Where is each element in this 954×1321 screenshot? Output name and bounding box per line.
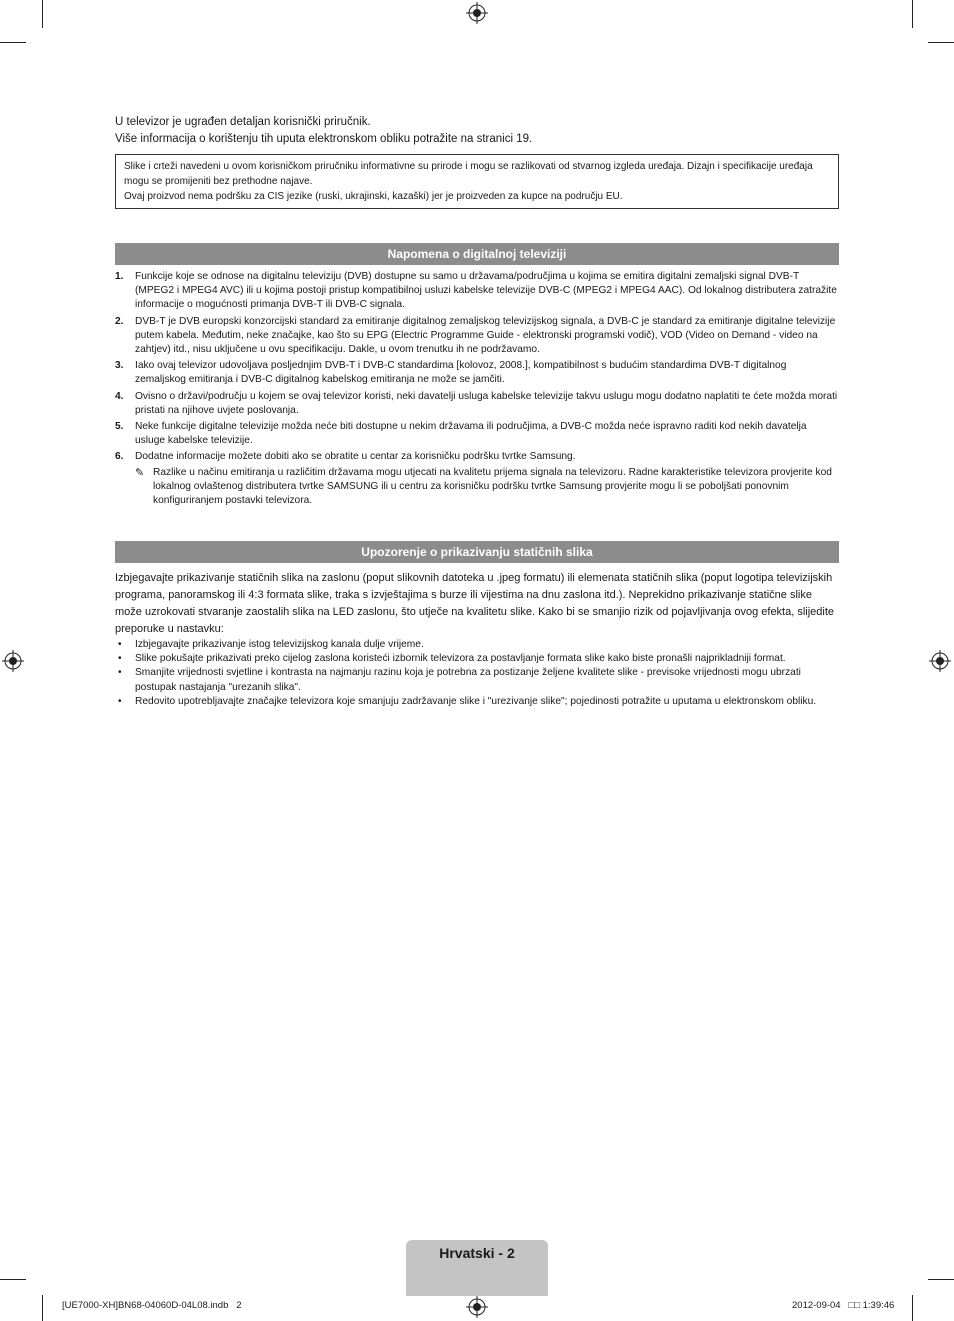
note — [135, 466, 839, 509]
static-images-tips-list — [115, 638, 839, 709]
list-item — [115, 638, 839, 652]
registration-mark-icon — [929, 650, 951, 672]
list-item-text: Smanjite vrijednosti svjetline i kontrasta na najmanju razinu koja je potrebna za postizanje željene kvalitete slike - previsoke vrijednosti mogu ubrzati postupak nastajanja "urezanih slika". — [135, 667, 801, 693]
list-item — [115, 359, 839, 387]
crop-mark-bottom-right-horizontal — [928, 1279, 954, 1280]
note-text: Razlike u načinu emitiranja u različitim državama mogu utjecati na kvalitetu prijema signala na televizoru. Radne karakteristike televizora provjerite kod lokalnog ovlaštenog distributera tvrtke SAMSUNG ili u centru za korisničku podršku tvrtke Samsung provjerite mogu li se poboljšati ponovnim konfiguriranjem postavki televizora. — [153, 466, 832, 507]
list-item — [115, 695, 839, 709]
list-item-number: 1. — [115, 271, 124, 282]
list-item — [115, 270, 839, 313]
list-item-number: 2. — [115, 315, 124, 327]
bullet-icon: • — [118, 695, 122, 707]
list-item — [115, 315, 839, 358]
crop-mark-bottom-left-horizontal — [0, 1279, 26, 1280]
static-images-paragraph: Izbjegavajte prikazivanje statičnih slika na zaslonu (poput slikovnih datoteka u .jpeg formatu) ili elemenata statičnih slika (poput logotipa televizijskih programa, panoramskog ili 4:3 formata slike, traka s izvještajima s burze ili vijestima na dnu zaslona itd.). Neprekidno prikazivanje statične slike može uzrokovati stvaranje zaostalih slika na LED zaslonu, što utječe na kvalitetu slike. Kako bi se smanjio rizik od pojavljivanja ovog efekta, slijedite preporuke u nastavku: — [115, 572, 835, 635]
crop-mark-top-right-horizontal — [928, 42, 954, 43]
intro-line-1: U televizor je ugrađen detaljan korisnički priručnik. — [115, 116, 371, 128]
section-header-static-images: Upozorenje o prikazivanju statičnih slika — [115, 541, 839, 563]
list-item-text: Izbjegavajte prikazivanje istog televizijskog kanala dulje vrijeme. — [135, 639, 424, 650]
footer-timestamp: 2012-09-04 □□ 1:39:46 — [792, 1300, 895, 1311]
bullet-icon: • — [118, 639, 122, 650]
crop-mark-top-left-horizontal — [0, 42, 26, 43]
crop-mark-top-right-vertical — [912, 0, 913, 28]
section-header-digital-tv: Napomena o digitalnoj televiziji — [115, 243, 839, 265]
list-item-number: 4. — [115, 390, 124, 402]
list-item-text: Redovito upotrebljavajte značajke televizora koje smanjuju zadržavanje slike i "urezivanje slike"; pojedinosti potražite u uputama u elektronskom obliku. — [135, 695, 817, 707]
registration-mark-icon — [466, 2, 488, 24]
list-item — [115, 652, 839, 666]
registration-mark-icon — [466, 1296, 488, 1318]
list-item — [115, 390, 839, 418]
crop-mark-bottom-left-vertical — [42, 1295, 43, 1321]
list-item-text: Iako ovaj televizor udovoljava posljednjim DVB-T i DVB-C standardima [kolovoz, 2008.], kompatibilnost s budućim standardima DVB-T digitalnog zemaljskog emitiranja i DVB-C digitalnog kabelskog emitiranja ne može se jamčiti. — [135, 360, 787, 386]
list-item-text: Slike pokušajte prikazivati preko cijelog zaslona koristeći izbornik televizora za postavljanje formata slike kako biste pronašli najprikladniji format. — [135, 653, 786, 665]
list-item-text: DVB-T je DVB europski konzorcijski standard za emitiranje digitalnog zemaljskog televizijskog signala, a DVB-C je standard za emitiranje digitalne televizije putem kabela. Međutim, neke značajke, kao što su EPG (Electric Programme Guide - elektronski programski vodič), VOD (Video on Demand - video na zahtjev) itd., nisu uključene u ovu specifikaciju. Dakle, u ovom trenutku ih ne podržavamo. — [135, 315, 836, 356]
list-item — [115, 450, 839, 508]
list-item-content — [135, 450, 839, 508]
crop-mark-top-left-vertical — [42, 0, 43, 28]
intro-text — [115, 114, 845, 148]
bullet-icon: • — [118, 667, 122, 679]
footer-file-name: [UE7000-XH]BN68-04060D-04L08.indb 2 — [62, 1300, 242, 1311]
digital-tv-notes-list — [115, 270, 839, 510]
notice-line-2: Ovaj proizvod nema podršku za CIS jezike (ruski, ukrajinski, kazaški) jer je proizveden za kupce na području EU. — [124, 191, 623, 202]
list-item-text: Funkcije koje se odnose na digitalnu televiziju (DVB) dostupne su samo u državama/područjima u kojima se emitira digitalni zemaljski signal DVB-T (MPEG2 i MPEG4 AVC) ili u kojima postoji pristup kompatibilnoj usluzi kabelske televizije DVB-C (MPEG2 i MPEG4 AAC). Od lokalnog distributera zatražite informacije o mogućnosti primanja DVB-T ili DVB-C signala. — [135, 271, 837, 311]
page-number-label: Hrvatski - 2 — [439, 1245, 515, 1261]
notice-line-1: Slike i crteži navedeni u ovom korisničkom priručniku informativne su prirode i mogu se razlikovati od stvarnog izgleda uređaja. Dizajn i specifikacije uređaja mogu se promijeniti bez prethodne najave. — [124, 161, 813, 187]
list-item-number: 5. — [115, 421, 124, 433]
list-item-text: Dodatne informacije možete dobiti ako se obratite u centar za korisničku podršku tvrtke Samsung. — [135, 451, 576, 463]
list-item-number: 6. — [115, 451, 124, 463]
page-number-tab — [406, 1240, 548, 1296]
registration-mark-icon — [2, 650, 24, 672]
list-item-number: 3. — [115, 360, 124, 372]
pencil-note-icon: ✎ — [135, 466, 145, 479]
list-item-text: Neke funkcije digitalne televizije možda neće biti dostupne u nekim državama ili područjima, a DVB-C možda neće ispravno raditi kod nekih davatelja usluge kabelske televizije. — [135, 421, 807, 447]
bullet-icon: • — [118, 653, 122, 665]
notice-box — [115, 154, 839, 209]
intro-line-2: Više informacija o korištenju tih uputa elektronskom obliku potražite na stranici 19. — [115, 133, 533, 145]
crop-mark-bottom-right-vertical — [912, 1295, 913, 1321]
list-item — [115, 666, 839, 694]
list-item-text: Ovisno o državi/području u kojem se ovaj televizor koristi, neki davatelji usluga kabelske televizije takvu uslugu mogu dodatno naplatiti te ćete možda morati pristati na njihove uvjete poslovanja. — [135, 390, 838, 416]
list-item — [115, 420, 839, 448]
